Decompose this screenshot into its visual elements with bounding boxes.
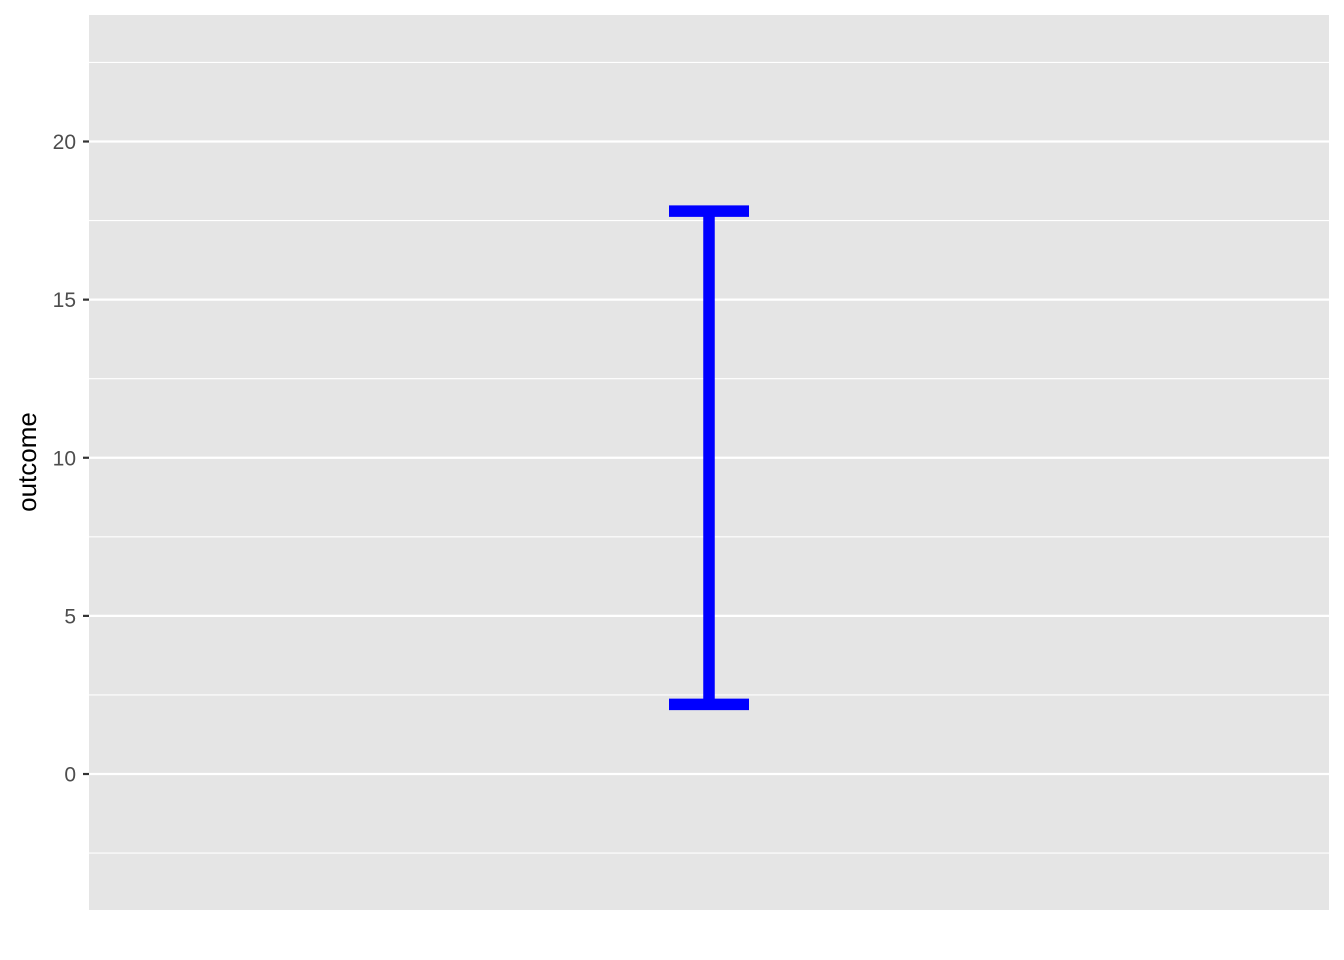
y-axis-ticks <box>83 142 89 775</box>
y-tick-label: 20 <box>52 131 76 155</box>
y-tick-label: 15 <box>52 289 76 313</box>
y-axis-title: outcome <box>12 412 42 512</box>
y-tick-label: 10 <box>52 447 76 471</box>
y-axis-tick-labels <box>53 131 76 787</box>
y-tick-label: 5 <box>64 605 76 629</box>
y-tick-label: 0 <box>64 763 76 787</box>
